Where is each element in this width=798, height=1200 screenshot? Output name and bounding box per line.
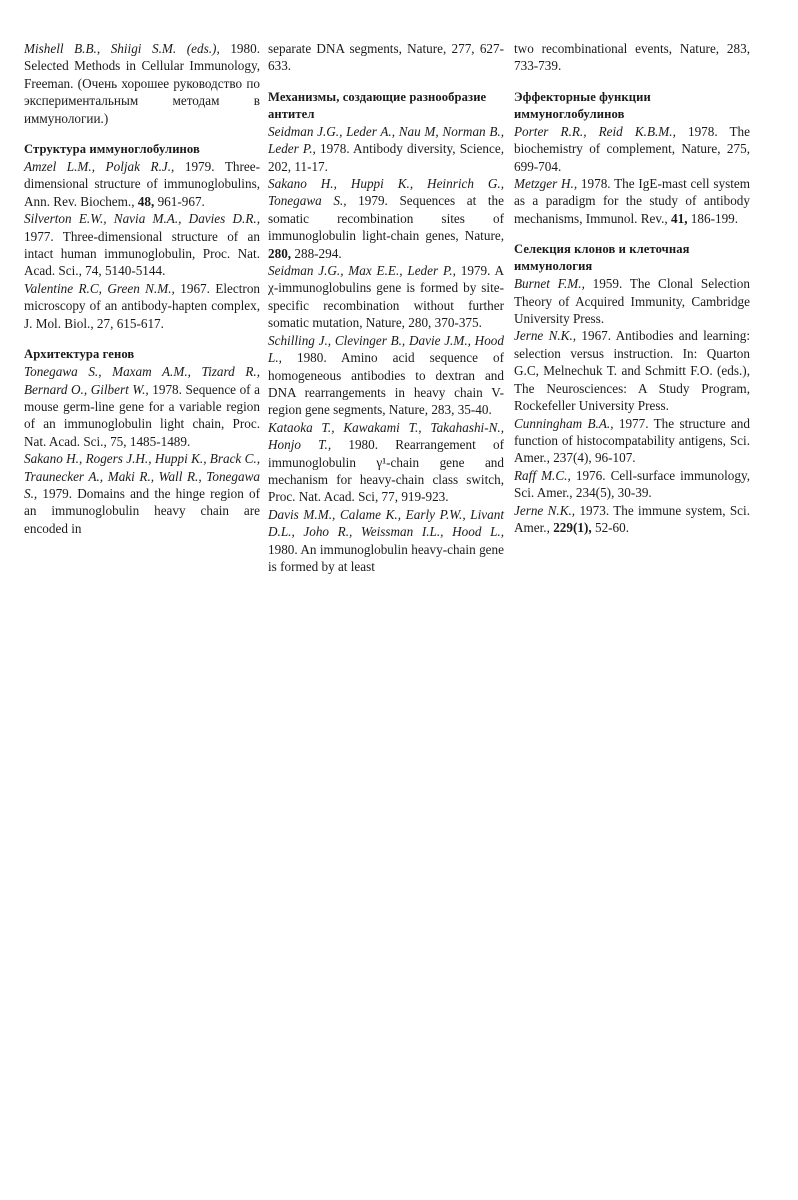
section-heading: Эффекторные функции иммуноглобулинов (514, 89, 651, 121)
section-heading: Механизмы, создающие разнообразие антител (268, 89, 487, 121)
reference-text: 1973. The immune system, Sci. Amer., (514, 502, 750, 535)
reference-text: 288-294. (291, 245, 342, 261)
reference-authors: Valentine R.C, Green N.M., (24, 280, 175, 296)
reference-text: 1979. Sequences at the somatic recombination sites of immunoglobulin light-chain genes, Nature, (268, 193, 504, 244)
reference-authors: Davis M.M., Calame K., Early P.W., Livant D.L., Joho R., Weissman I.L., Hood L., (268, 506, 504, 540)
reference-entry (268, 506, 504, 576)
reference-entry (514, 327, 750, 414)
reference-text: 1978. Sequence of a mouse germ-line gene for a variable region of an immunoglobulin light chain, Proc. Nat. Acad. Sci., 75, 1485-1489. (24, 381, 260, 449)
reference-authors: Metzger H., (514, 176, 578, 192)
reference-authors: Schilling J., Clevinger B., Davie J.M., Hood L., (268, 332, 504, 366)
reference-text: 1979. Domains and the hinge region of an immunoglobulin heavy chain are encoded in (24, 485, 260, 536)
reference-entry (514, 467, 750, 502)
reference-entry (24, 363, 260, 450)
reference-entry (268, 332, 504, 419)
reference-text: 1977. The structure and function of histocompatability antigens, Sci. Amer., 237(4), 96-107. (514, 415, 750, 466)
reference-authors: Kataoka T., Kawakami T., Takahashi-N., Honjo T., (268, 419, 504, 453)
reference-entry (24, 210, 260, 280)
reference-text: two recombinational events, Nature, 283, 733-739. (514, 41, 750, 74)
reference-entry (268, 123, 504, 175)
reference-authors: Seidman J.G., Leder A., Nau M, Norman B., Leder P., (268, 123, 504, 157)
reference-text: 961-967. (154, 193, 205, 209)
reference-text: 1978. The IgE-mast cell system as a paradigm for the study of antibody mechanisms, Immunol. Rev., (514, 176, 750, 226)
reference-entry (268, 40, 504, 75)
section-heading: Структура иммуноглобулинов (24, 142, 200, 157)
reference-text: 186-199. (687, 210, 739, 226)
reference-volume: 48, (137, 193, 155, 209)
reference-text: 1976. Cell-surface immunology, Sci. Amer., 234(5), 30-39. (514, 467, 750, 501)
reference-text: 1978. Antibody diversity, Science, 202, 11-17. (268, 141, 504, 174)
reference-entry (514, 175, 750, 227)
reference-entry (514, 502, 750, 537)
reference-text: 1979. A χ-immunoglobulins gene is formed by site-specific recombination without further somatic mutation, Nature, 280, 370-375. (268, 263, 504, 331)
reference-entry (24, 450, 260, 537)
reference-entry (24, 158, 260, 210)
reference-volume: 229(1), (553, 519, 592, 535)
reference-volume: 41, (671, 210, 688, 226)
reference-text: separate DNA segments, Nature, 277, 627-633. (268, 41, 504, 74)
section-heading: Селекция клонов и клеточная иммунология (514, 242, 690, 274)
reference-authors: Porter R.R., Reid K.B.M., (514, 123, 676, 139)
reference-authors: Mishell B.B., Shiigi S.M. (eds.), (24, 41, 220, 56)
reference-authors: Sakano H., Rogers J.H., Huppi K., Brack C., Traunecker A., Maki R., Wall R., Tonegawa S., (24, 451, 260, 501)
reference-text: 1959. The Clonal Selection Theory of Acquired Immunity, Cambridge University Press. (514, 276, 750, 327)
reference-authors: Burnet F.M., (514, 276, 585, 292)
reference-entry (514, 415, 750, 467)
reference-authors: Jerne N.K., (514, 328, 577, 344)
reference-entry (268, 262, 504, 332)
reference-authors: Raff M.C., (514, 467, 571, 483)
reference-text: 1980. Rearrangement of immunoglobulin γ¹-chain gene and mechanism for heavy-chain class switch, Proc. Nat. Acad. Sci, 77, 919-923. (268, 437, 504, 505)
reference-entry (514, 40, 750, 75)
reference-volume: 280, (268, 245, 292, 261)
reference-authors: Amzel L.M., Poljak R.J., (24, 159, 175, 175)
reference-authors: Jerne N.K., (514, 502, 576, 518)
reference-entry (514, 123, 750, 175)
reference-text: 1967. Antibodies and learning: selection versus instruction. In: Quarton G.C, Melnechuk T. and Schmitt F.O. (eds.), The Neurosciences: A Study Program, Rockefeller University Press. (514, 328, 750, 414)
reference-text: 1979. Three-dimensional structure of immunoglobulins, Ann. Rev. Biochem., (24, 159, 260, 209)
reference-text: 1977. Three-dimensional structure of an intact human immunoglobulin, Proc. Nat. Acad. Sci., 74, 5140-5144. (24, 228, 260, 279)
column-3 (514, 40, 750, 536)
section-heading: Архитектура генов (24, 347, 135, 362)
reference-entry (268, 175, 504, 262)
reference-text: 1967. Electron microscopy of an antibody-hapten complex, J. Mol. Biol., 27, 615-617. (24, 280, 261, 331)
reference-entry (514, 275, 750, 327)
column-2 (268, 40, 504, 575)
reference-entry (24, 280, 260, 332)
reference-authors: Tonegawa S., Maxam A.M., Tizard R., Bernard O., Gilbert W., (24, 364, 260, 397)
reference-entry (24, 40, 260, 127)
reference-entry (268, 419, 504, 506)
reference-authors: Cunningham B.A., (514, 415, 614, 431)
reference-text: 1980. Amino acid sequence of homogeneous antibodies to dextran and DNA rearrangements in heavy chain V-region gene segments, Nature, 283, 35-40. (268, 350, 504, 418)
reference-text: 1980. Selected Methods in Cellular Immunology, Freeman. (Очень хорошее руководство по экспериментальным методам в иммунологии.) (24, 41, 260, 126)
reference-authors: Seidman J.G., Max E.E., Leder P., (268, 263, 456, 279)
reference-authors: Sakano H., Huppi K., Heinrich G., Tonegawa S., (268, 176, 504, 209)
column-1 (24, 40, 260, 537)
reference-text: 1978. The biochemistry of complement, Nature, 275, 699-704. (514, 123, 751, 174)
reference-text: 1980. An immunoglobulin heavy-chain gene is formed by at least (268, 541, 504, 574)
reference-text: 52-60. (591, 519, 630, 535)
reference-authors: Silverton E.W., Navia M.A., Davies D.R., (24, 211, 260, 227)
